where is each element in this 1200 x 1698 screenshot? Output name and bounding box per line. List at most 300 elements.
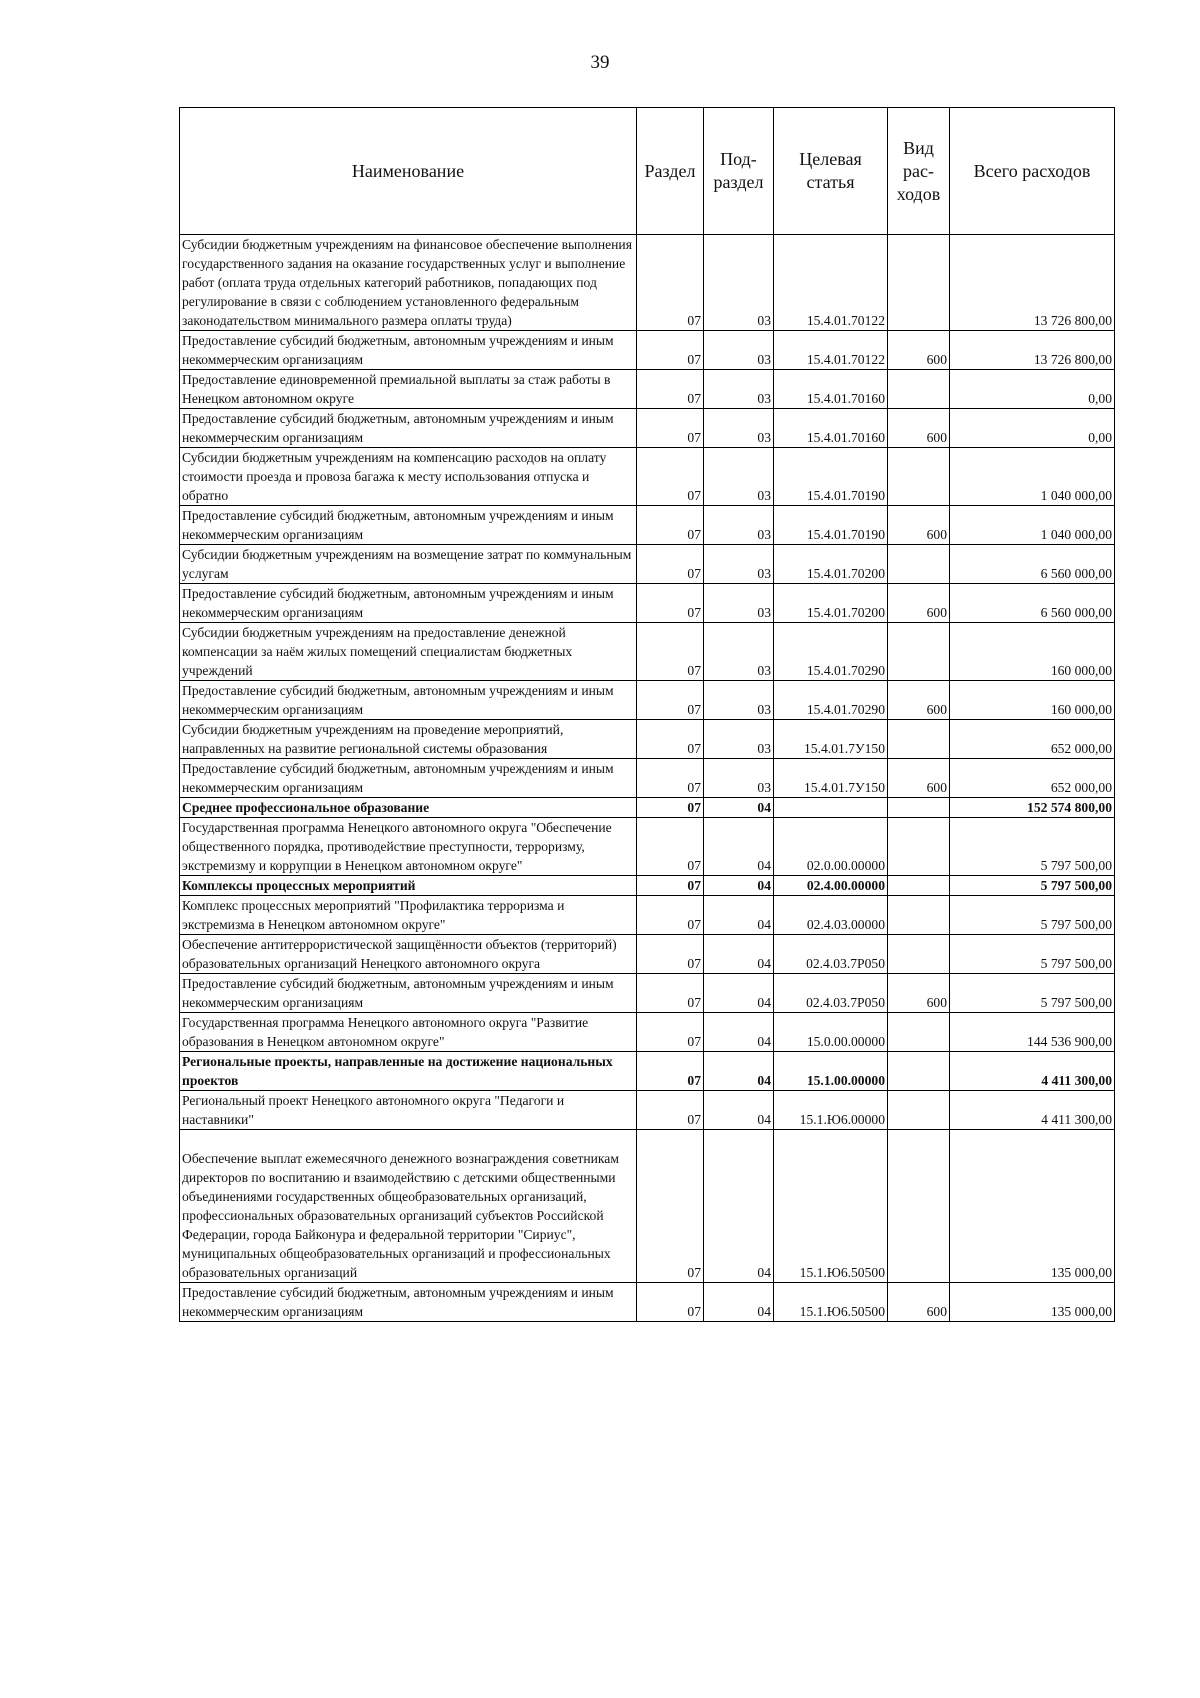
podrazdel-cell bbox=[704, 798, 774, 818]
name-cell bbox=[180, 818, 637, 876]
table-row bbox=[180, 506, 1115, 545]
statya-cell-text: 15.4.01.70122 bbox=[806, 352, 885, 367]
total-cell-text: 5 797 500,00 bbox=[1040, 878, 1112, 893]
vid-cell bbox=[888, 974, 950, 1013]
name-cell bbox=[180, 798, 637, 818]
vid-cell bbox=[888, 506, 950, 545]
table-row bbox=[180, 235, 1115, 331]
total-cell bbox=[950, 1052, 1115, 1091]
podrazdel-cell bbox=[704, 759, 774, 798]
vid-cell bbox=[888, 1052, 950, 1091]
name-cell-text: Региональный проект Ненецкого автономного округа "Педагоги и наставники" bbox=[182, 1093, 565, 1127]
total-cell-text: 0,00 bbox=[1088, 430, 1112, 445]
statya-cell bbox=[774, 331, 888, 370]
total-cell-text: 0,00 bbox=[1088, 391, 1112, 406]
name-cell bbox=[180, 331, 637, 370]
name-cell bbox=[180, 1091, 637, 1130]
razdel-cell bbox=[637, 720, 704, 759]
statya-cell-text: 15.1.00.00000 bbox=[806, 1073, 885, 1088]
razdel-cell bbox=[637, 506, 704, 545]
header-statya-line1: Целевая bbox=[799, 149, 862, 169]
table-header-row bbox=[180, 108, 1115, 235]
table-row bbox=[180, 720, 1115, 759]
podrazdel-cell bbox=[704, 818, 774, 876]
razdel-cell-text: 07 bbox=[687, 780, 701, 795]
name-cell bbox=[180, 1130, 637, 1283]
razdel-cell-text: 07 bbox=[687, 1034, 701, 1049]
name-cell-text: Предоставление субсидий бюджетным, автономным учреждениям и иным некоммерческим организациям bbox=[182, 333, 614, 367]
name-cell-text: Субсидии бюджетным учреждениям на компенсацию расходов на оплату стоимости проезда и провоза багажа к месту использования отпуска и обратно bbox=[182, 450, 607, 503]
statya-cell bbox=[774, 818, 888, 876]
header-podrazdel bbox=[704, 108, 774, 235]
vid-cell bbox=[888, 759, 950, 798]
podrazdel-cell bbox=[704, 720, 774, 759]
vid-cell bbox=[888, 876, 950, 896]
razdel-cell bbox=[637, 1283, 704, 1322]
razdel-cell-text: 07 bbox=[687, 858, 701, 873]
razdel-cell bbox=[637, 1091, 704, 1130]
table-row bbox=[180, 331, 1115, 370]
name-cell-text: Предоставление субсидий бюджетным, автономным учреждениям и иным некоммерческим организациям bbox=[182, 1285, 614, 1319]
name-cell-text: Субсидии бюджетным учреждениям на предоставление денежной компенсации за наём жилых помещений специалистам бюджетных учреждений bbox=[182, 625, 573, 678]
statya-cell bbox=[774, 681, 888, 720]
podrazdel-cell bbox=[704, 506, 774, 545]
razdel-cell bbox=[637, 896, 704, 935]
podrazdel-cell-text: 03 bbox=[757, 741, 771, 756]
podrazdel-cell bbox=[704, 1283, 774, 1322]
name-cell-text: Предоставление единовременной премиальной выплаты за стаж работы в Ненецком автономном округе bbox=[182, 372, 611, 406]
statya-cell bbox=[774, 974, 888, 1013]
name-cell bbox=[180, 623, 637, 681]
razdel-cell-text: 07 bbox=[687, 1265, 701, 1280]
header-razdel: Раздел bbox=[637, 108, 704, 235]
vid-cell bbox=[888, 1130, 950, 1283]
podrazdel-cell-text: 03 bbox=[757, 780, 771, 795]
name-cell-text: Субсидии бюджетным учреждениям на проведение мероприятий, направленных на развитие региональной системы образования bbox=[182, 722, 564, 756]
total-cell bbox=[950, 974, 1115, 1013]
total-cell bbox=[950, 1130, 1115, 1283]
vid-cell bbox=[888, 818, 950, 876]
total-cell-text: 652 000,00 bbox=[1050, 780, 1112, 795]
header-podrazdel-line2: раздел bbox=[713, 172, 764, 192]
total-cell bbox=[950, 584, 1115, 623]
razdel-cell-text: 07 bbox=[687, 566, 701, 581]
podrazdel-cell bbox=[704, 1052, 774, 1091]
podrazdel-cell-text: 04 bbox=[757, 1265, 771, 1280]
table-row bbox=[180, 1091, 1115, 1130]
statya-cell-text: 02.0.00.00000 bbox=[806, 858, 885, 873]
name-cell-text: Комплексы процессных мероприятий bbox=[182, 878, 416, 893]
statya-cell bbox=[774, 235, 888, 331]
table-body bbox=[180, 235, 1115, 1322]
statya-cell bbox=[774, 584, 888, 623]
name-cell bbox=[180, 370, 637, 409]
podrazdel-cell bbox=[704, 235, 774, 331]
razdel-cell-text: 07 bbox=[687, 702, 701, 717]
statya-cell-text: 15.4.01.70160 bbox=[806, 430, 885, 445]
name-cell-text: Комплекс процессных мероприятий "Профилактика терроризма и экстремизма в Ненецком автономном округе" bbox=[182, 898, 565, 932]
vid-cell bbox=[888, 331, 950, 370]
statya-cell-text: 15.0.00.00000 bbox=[806, 1034, 885, 1049]
podrazdel-cell-text: 04 bbox=[757, 1073, 771, 1088]
name-cell-text: Предоставление субсидий бюджетным, автономным учреждениям и иным некоммерческим организациям bbox=[182, 761, 614, 795]
name-cell bbox=[180, 681, 637, 720]
statya-cell bbox=[774, 448, 888, 506]
total-cell bbox=[950, 409, 1115, 448]
podrazdel-cell bbox=[704, 1091, 774, 1130]
razdel-cell-text: 07 bbox=[687, 391, 701, 406]
podrazdel-cell bbox=[704, 409, 774, 448]
total-cell-text: 160 000,00 bbox=[1050, 702, 1112, 717]
statya-cell-text: 15.1.Ю6.50500 bbox=[799, 1265, 885, 1280]
podrazdel-cell bbox=[704, 1130, 774, 1283]
name-cell bbox=[180, 974, 637, 1013]
total-cell-text: 152 574 800,00 bbox=[1027, 800, 1112, 815]
total-cell-text: 5 797 500,00 bbox=[1040, 917, 1112, 932]
total-cell bbox=[950, 623, 1115, 681]
total-cell-text: 135 000,00 bbox=[1050, 1265, 1112, 1280]
vid-cell bbox=[888, 545, 950, 584]
razdel-cell bbox=[637, 235, 704, 331]
vid-cell-text: 600 bbox=[926, 605, 947, 620]
vid-cell bbox=[888, 1091, 950, 1130]
name-cell bbox=[180, 545, 637, 584]
podrazdel-cell bbox=[704, 584, 774, 623]
podrazdel-cell bbox=[704, 876, 774, 896]
razdel-cell-text: 07 bbox=[687, 352, 701, 367]
table-row bbox=[180, 448, 1115, 506]
total-cell bbox=[950, 1013, 1115, 1052]
total-cell-text: 13 726 800,00 bbox=[1033, 313, 1112, 328]
total-cell-text: 652 000,00 bbox=[1050, 741, 1112, 756]
header-vid bbox=[888, 108, 950, 235]
total-cell bbox=[950, 506, 1115, 545]
razdel-cell-text: 07 bbox=[687, 878, 701, 893]
statya-cell-text: 02.4.03.7Р050 bbox=[806, 995, 885, 1010]
header-vid-line3: ходов bbox=[896, 183, 941, 204]
razdel-cell bbox=[637, 818, 704, 876]
total-cell-text: 5 797 500,00 bbox=[1040, 995, 1112, 1010]
name-cell-text: Предоставление субсидий бюджетным, автономным учреждениям и иным некоммерческим организациям bbox=[182, 508, 614, 542]
statya-cell-text: 15.4.01.70190 bbox=[806, 488, 885, 503]
razdel-cell-text: 07 bbox=[687, 1304, 701, 1319]
total-cell-text: 144 536 900,00 bbox=[1027, 1034, 1112, 1049]
podrazdel-cell-text: 03 bbox=[757, 430, 771, 445]
name-cell-text: Среднее профессиональное образование bbox=[182, 800, 430, 815]
total-cell bbox=[950, 448, 1115, 506]
vid-cell bbox=[888, 896, 950, 935]
name-cell-text: Предоставление субсидий бюджетным, автономным учреждениям и иным некоммерческим организациям bbox=[182, 411, 614, 445]
vid-cell-text: 600 bbox=[926, 702, 947, 717]
statya-cell bbox=[774, 1052, 888, 1091]
table-row bbox=[180, 876, 1115, 896]
header-total: Всего расходов bbox=[950, 108, 1115, 235]
statya-cell bbox=[774, 876, 888, 896]
statya-cell bbox=[774, 1130, 888, 1283]
total-cell bbox=[950, 370, 1115, 409]
budget-table bbox=[179, 107, 1115, 1322]
vid-cell-text: 600 bbox=[926, 527, 947, 542]
razdel-cell bbox=[637, 448, 704, 506]
statya-cell-text: 15.4.01.70190 bbox=[806, 527, 885, 542]
statya-cell bbox=[774, 506, 888, 545]
statya-cell bbox=[774, 720, 888, 759]
table-row bbox=[180, 935, 1115, 974]
table-row bbox=[180, 896, 1115, 935]
statya-cell-text: 15.4.01.70290 bbox=[806, 663, 885, 678]
table-row bbox=[180, 1013, 1115, 1052]
name-cell-text: Государственная программа Ненецкого автономного округа "Развитие образования в Ненецком автономном округе" bbox=[182, 1015, 589, 1049]
name-cell bbox=[180, 935, 637, 974]
name-cell-text: Предоставление субсидий бюджетным, автономным учреждениям и иным некоммерческим организациям bbox=[182, 976, 614, 1010]
total-cell-text: 6 560 000,00 bbox=[1040, 605, 1112, 620]
total-cell-text: 160 000,00 bbox=[1050, 663, 1112, 678]
razdel-cell-text: 07 bbox=[687, 956, 701, 971]
name-cell-text: Обеспечение выплат ежемесячного денежного вознаграждения советникам директоров по воспитанию и взаимодействию с детскими общественными объединениями государственных общеобразовательных организаций, профессиональных образовательных организаций субъектов Российской Федерации, города Байконура и федеральной территории "Сириус", муниципальных общеобразовательных организаций и профессиональных образовательных организаций bbox=[182, 1151, 619, 1280]
name-cell-text: Предоставление субсидий бюджетным, автономным учреждениям и иным некоммерческим организациям bbox=[182, 683, 614, 717]
statya-cell bbox=[774, 896, 888, 935]
table-row bbox=[180, 759, 1115, 798]
vid-cell bbox=[888, 681, 950, 720]
statya-cell bbox=[774, 935, 888, 974]
razdel-cell bbox=[637, 935, 704, 974]
name-cell bbox=[180, 759, 637, 798]
table-row bbox=[180, 370, 1115, 409]
statya-cell-text: 02.4.03.7Р050 bbox=[806, 956, 885, 971]
vid-cell bbox=[888, 623, 950, 681]
table-row bbox=[180, 409, 1115, 448]
razdel-cell bbox=[637, 584, 704, 623]
podrazdel-cell-text: 03 bbox=[757, 702, 771, 717]
podrazdel-cell-text: 04 bbox=[757, 878, 771, 893]
header-podrazdel-line1: Под- bbox=[720, 149, 757, 169]
razdel-cell-text: 07 bbox=[687, 1073, 701, 1088]
name-cell bbox=[180, 409, 637, 448]
table-row bbox=[180, 1052, 1115, 1091]
razdel-cell bbox=[637, 623, 704, 681]
razdel-cell bbox=[637, 409, 704, 448]
name-cell-text: Обеспечение антитеррористической защищённости объектов (территорий) образовательных организаций Ненецкого автономного округа bbox=[182, 937, 617, 971]
name-cell bbox=[180, 876, 637, 896]
table-row bbox=[180, 974, 1115, 1013]
podrazdel-cell-text: 03 bbox=[757, 391, 771, 406]
table-row bbox=[180, 545, 1115, 584]
total-cell bbox=[950, 798, 1115, 818]
total-cell-text: 5 797 500,00 bbox=[1040, 956, 1112, 971]
header-vid-line2: рас- bbox=[903, 160, 934, 181]
podrazdel-cell-text: 04 bbox=[757, 1112, 771, 1127]
statya-cell-text: 15.4.01.7У150 bbox=[804, 780, 885, 795]
total-cell bbox=[950, 1283, 1115, 1322]
statya-cell-text: 15.4.01.70160 bbox=[806, 391, 885, 406]
table-row bbox=[180, 818, 1115, 876]
statya-cell bbox=[774, 1013, 888, 1052]
total-cell-text: 1 040 000,00 bbox=[1040, 527, 1112, 542]
total-cell bbox=[950, 1091, 1115, 1130]
vid-cell-text: 600 bbox=[926, 995, 947, 1010]
total-cell bbox=[950, 545, 1115, 584]
statya-cell bbox=[774, 623, 888, 681]
total-cell bbox=[950, 896, 1115, 935]
statya-cell bbox=[774, 759, 888, 798]
name-cell bbox=[180, 1052, 637, 1091]
podrazdel-cell-text: 03 bbox=[757, 313, 771, 328]
vid-cell bbox=[888, 798, 950, 818]
razdel-cell-text: 07 bbox=[687, 313, 701, 328]
statya-cell bbox=[774, 1091, 888, 1130]
statya-cell bbox=[774, 370, 888, 409]
razdel-cell bbox=[637, 681, 704, 720]
header-vid-line1: Вид bbox=[903, 137, 934, 158]
razdel-cell bbox=[637, 331, 704, 370]
table-row bbox=[180, 1283, 1115, 1322]
statya-cell-text: 02.4.03.00000 bbox=[806, 917, 885, 932]
vid-cell bbox=[888, 409, 950, 448]
name-cell bbox=[180, 506, 637, 545]
name-cell bbox=[180, 235, 637, 331]
podrazdel-cell-text: 03 bbox=[757, 527, 771, 542]
table-row bbox=[180, 681, 1115, 720]
total-cell bbox=[950, 935, 1115, 974]
podrazdel-cell bbox=[704, 331, 774, 370]
statya-cell-text: 15.4.01.7У150 bbox=[804, 741, 885, 756]
podrazdel-cell-text: 04 bbox=[757, 956, 771, 971]
total-cell bbox=[950, 720, 1115, 759]
total-cell-text: 4 411 300,00 bbox=[1041, 1112, 1112, 1127]
name-cell-text: Государственная программа Ненецкого автономного округа "Обеспечение общественного порядка, противодействие преступности, терроризму, экстремизму и коррупции в Ненецком автономном округе" bbox=[182, 820, 612, 873]
statya-cell-text: 15.4.01.70200 bbox=[806, 605, 885, 620]
podrazdel-cell-text: 03 bbox=[757, 663, 771, 678]
total-cell bbox=[950, 331, 1115, 370]
razdel-cell bbox=[637, 974, 704, 1013]
statya-cell-text: 15.4.01.70122 bbox=[806, 313, 885, 328]
razdel-cell bbox=[637, 545, 704, 584]
podrazdel-cell bbox=[704, 623, 774, 681]
podrazdel-cell-text: 03 bbox=[757, 605, 771, 620]
vid-cell-text: 600 bbox=[926, 352, 947, 367]
vid-cell bbox=[888, 235, 950, 331]
total-cell bbox=[950, 235, 1115, 331]
name-cell bbox=[180, 1013, 637, 1052]
razdel-cell bbox=[637, 798, 704, 818]
total-cell bbox=[950, 818, 1115, 876]
table-row bbox=[180, 584, 1115, 623]
total-cell-text: 5 797 500,00 bbox=[1040, 858, 1112, 873]
podrazdel-cell bbox=[704, 545, 774, 584]
podrazdel-cell bbox=[704, 1013, 774, 1052]
razdel-cell-text: 07 bbox=[687, 488, 701, 503]
statya-cell-text: 15.1.Ю6.50500 bbox=[799, 1304, 885, 1319]
podrazdel-cell-text: 04 bbox=[757, 858, 771, 873]
razdel-cell-text: 07 bbox=[687, 800, 701, 815]
total-cell-text: 13 726 800,00 bbox=[1033, 352, 1112, 367]
razdel-cell bbox=[637, 1052, 704, 1091]
name-cell-text: Региональные проекты, направленные на достижение национальных проектов bbox=[182, 1054, 613, 1088]
name-cell-text: Субсидии бюджетным учреждениям на возмещение затрат по коммунальным услугам bbox=[182, 547, 632, 581]
vid-cell bbox=[888, 448, 950, 506]
name-cell bbox=[180, 584, 637, 623]
total-cell bbox=[950, 759, 1115, 798]
vid-cell bbox=[888, 1283, 950, 1322]
podrazdel-cell bbox=[704, 448, 774, 506]
header-statya bbox=[774, 108, 888, 235]
header-statya-line2: статья bbox=[806, 172, 855, 192]
table-row bbox=[180, 1130, 1115, 1283]
vid-cell bbox=[888, 1013, 950, 1052]
statya-cell-text: 15.4.01.70200 bbox=[806, 566, 885, 581]
razdel-cell-text: 07 bbox=[687, 430, 701, 445]
vid-cell bbox=[888, 584, 950, 623]
podrazdel-cell-text: 03 bbox=[757, 488, 771, 503]
razdel-cell-text: 07 bbox=[687, 1112, 701, 1127]
razdel-cell-text: 07 bbox=[687, 527, 701, 542]
vid-cell-text: 600 bbox=[926, 430, 947, 445]
podrazdel-cell bbox=[704, 370, 774, 409]
total-cell-text: 135 000,00 bbox=[1050, 1304, 1112, 1319]
podrazdel-cell-text: 03 bbox=[757, 566, 771, 581]
razdel-cell bbox=[637, 1013, 704, 1052]
name-cell bbox=[180, 896, 637, 935]
total-cell bbox=[950, 876, 1115, 896]
podrazdel-cell-text: 04 bbox=[757, 1304, 771, 1319]
podrazdel-cell bbox=[704, 935, 774, 974]
total-cell-text: 4 411 300,00 bbox=[1041, 1073, 1112, 1088]
name-cell bbox=[180, 1283, 637, 1322]
razdel-cell bbox=[637, 1130, 704, 1283]
razdel-cell bbox=[637, 759, 704, 798]
statya-cell bbox=[774, 1283, 888, 1322]
statya-cell bbox=[774, 409, 888, 448]
vid-cell bbox=[888, 370, 950, 409]
podrazdel-cell bbox=[704, 681, 774, 720]
razdel-cell bbox=[637, 876, 704, 896]
statya-cell-text: 15.1.Ю6.00000 bbox=[799, 1112, 885, 1127]
vid-cell bbox=[888, 720, 950, 759]
statya-cell bbox=[774, 545, 888, 584]
podrazdel-cell bbox=[704, 974, 774, 1013]
name-cell bbox=[180, 720, 637, 759]
name-cell bbox=[180, 448, 637, 506]
podrazdel-cell bbox=[704, 896, 774, 935]
razdel-cell bbox=[637, 370, 704, 409]
vid-cell-text: 600 bbox=[926, 1304, 947, 1319]
header-name: Наименование bbox=[180, 108, 637, 235]
razdel-cell-text: 07 bbox=[687, 605, 701, 620]
podrazdel-cell-text: 04 bbox=[757, 1034, 771, 1049]
page-number: 39 bbox=[590, 52, 610, 73]
podrazdel-cell-text: 03 bbox=[757, 352, 771, 367]
total-cell-text: 6 560 000,00 bbox=[1040, 566, 1112, 581]
podrazdel-cell-text: 04 bbox=[757, 995, 771, 1010]
podrazdel-cell-text: 04 bbox=[757, 800, 771, 815]
name-cell-text: Субсидии бюджетным учреждениям на финансовое обеспечение выполнения государственного задания на оказание государственных услуг и выполнение работ (оплата труда отдельных категорий работников, попадающих под регулирование в связи с соблюдением установленного федеральным законодательством минимального размера оплаты труда) bbox=[182, 237, 632, 328]
statya-cell-text: 02.4.00.00000 bbox=[806, 878, 885, 893]
razdel-cell-text: 07 bbox=[687, 995, 701, 1010]
table-row bbox=[180, 623, 1115, 681]
podrazdel-cell-text: 04 bbox=[757, 917, 771, 932]
statya-cell bbox=[774, 798, 888, 818]
total-cell-text: 1 040 000,00 bbox=[1040, 488, 1112, 503]
vid-cell bbox=[888, 935, 950, 974]
razdel-cell-text: 07 bbox=[687, 663, 701, 678]
total-cell bbox=[950, 681, 1115, 720]
name-cell-text: Предоставление субсидий бюджетным, автономным учреждениям и иным некоммерческим организациям bbox=[182, 586, 614, 620]
razdel-cell-text: 07 bbox=[687, 741, 701, 756]
vid-cell-text: 600 bbox=[926, 780, 947, 795]
statya-cell-text: 15.4.01.70290 bbox=[806, 702, 885, 717]
table-row bbox=[180, 798, 1115, 818]
razdel-cell-text: 07 bbox=[687, 917, 701, 932]
